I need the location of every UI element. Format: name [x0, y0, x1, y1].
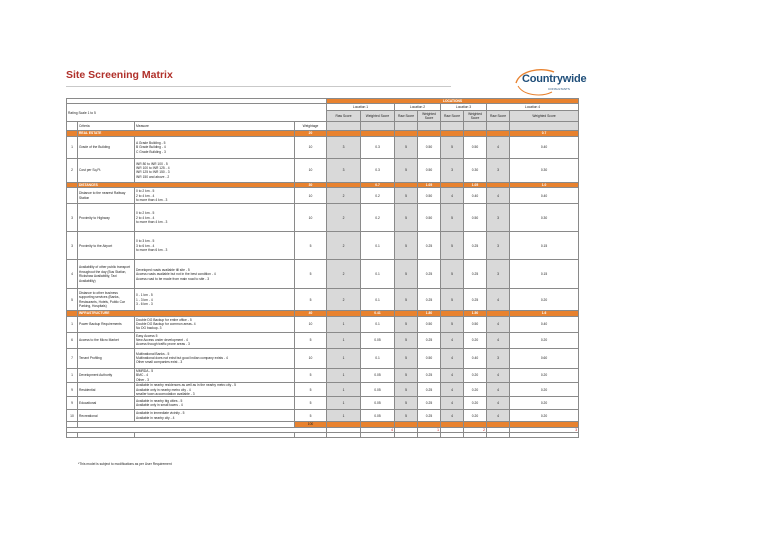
row-number: 5 — [67, 289, 78, 311]
raw-score-header: Raw Score — [327, 110, 361, 122]
raw-score: 3 — [487, 232, 510, 260]
weight-value: 5 — [295, 410, 327, 422]
weighted-score: 0.05 — [361, 397, 395, 410]
measure-text — [135, 316, 295, 332]
row-number: 3 — [67, 204, 78, 232]
table-cell — [510, 433, 579, 438]
column-header-row — [67, 122, 579, 131]
weighted-score: 0.50 — [418, 204, 441, 232]
criteria-row — [67, 383, 579, 397]
raw-score: 1 — [327, 410, 361, 422]
measure-line: Double DG Backup for entire office - 5 — [136, 317, 192, 322]
weighted-score: 0.30 — [510, 158, 579, 182]
measure-line: Available in nearby city - 4 — [136, 415, 175, 420]
raw-score: 5 — [441, 260, 464, 289]
measure-line: INR 125 to INR 150 - 3 — [136, 170, 170, 175]
row-number: 3 — [67, 232, 78, 260]
weighted-score: 0.05 — [361, 368, 395, 382]
weighted-score: 0.40 — [510, 316, 579, 332]
criteria-name: Availability of other public transport throughout the day (Bus Station, Rickshaw Availability, Taxi Availability) — [78, 260, 135, 289]
raw-score: 4 — [487, 316, 510, 332]
criteria-header: Criteria — [78, 122, 135, 131]
table-cell — [441, 433, 464, 438]
measure-line: No DG backup- 3 — [136, 326, 162, 331]
measure-line: Developed roads available till site - 5 — [136, 267, 190, 272]
raw-score: 3 — [327, 136, 361, 158]
weight-value: 5 — [295, 260, 327, 289]
weighted-score: 0.20 — [510, 383, 579, 397]
table-cell — [487, 122, 510, 131]
raw-score: 5 — [441, 289, 464, 311]
table-cell — [464, 433, 487, 438]
weighted-score: 0.1 — [361, 260, 395, 289]
measure-text — [135, 383, 295, 397]
table-cell — [135, 433, 295, 438]
logo-tagline: CONSULTANTS — [548, 87, 570, 91]
weighted-score: 0.25 — [464, 232, 487, 260]
company-logo — [512, 66, 622, 100]
weighted-score: 0.20 — [464, 332, 487, 348]
raw-score: 5 — [395, 260, 418, 289]
table-cell — [418, 122, 441, 131]
measure-line: A Grade Building - 5 — [136, 140, 166, 145]
raw-score: 1 — [327, 348, 361, 368]
raw-score: 2 — [327, 204, 361, 232]
row-number: 1 — [67, 368, 78, 382]
category-weight: 40 — [295, 311, 327, 316]
weighted-score: 0.2 — [361, 204, 395, 232]
raw-score: 3 — [487, 204, 510, 232]
raw-score: 5 — [395, 204, 418, 232]
title-divider — [66, 86, 451, 87]
measure-text — [135, 348, 295, 368]
raw-score: 5 — [395, 410, 418, 422]
weighted-score: 0.50 — [464, 136, 487, 158]
weighted-score: 0.50 — [464, 204, 487, 232]
measure-text — [135, 260, 295, 289]
weighted-score: 0.25 — [464, 260, 487, 289]
row-number: 10 — [67, 410, 78, 422]
measure-line: Double DG Backup for common areas- 4 — [136, 322, 196, 327]
measure-line: B Grade Building - 4 — [136, 145, 166, 150]
weighted-score: 0.25 — [418, 260, 441, 289]
weighted-score: 0.15 — [510, 232, 579, 260]
raw-score: 4 — [441, 383, 464, 397]
weighted-score: 0.1 — [361, 348, 395, 368]
category-total: 0.7 — [510, 131, 579, 136]
table-cell — [487, 433, 510, 438]
measure-line: Multinational does not exist but good Indian company exists - 4 — [136, 356, 228, 361]
raw-score: 4 — [487, 136, 510, 158]
measure-line: 1 - 3 km - 4 — [136, 297, 153, 302]
weight-value: 5 — [295, 397, 327, 410]
table-cell — [67, 122, 78, 131]
measure-line: Available only in small towns - 4 — [136, 403, 183, 408]
raw-score: 5 — [395, 188, 418, 204]
raw-score: 4 — [441, 368, 464, 382]
weighted-score: 0.20 — [464, 397, 487, 410]
weighted-score: 0.15 — [510, 260, 579, 289]
category-total: 0.41 — [361, 311, 395, 316]
weighted-score-header: Weighted Score — [418, 110, 441, 122]
raw-score: 3 — [487, 348, 510, 368]
measure-line: 3 - 6 km - 3 — [136, 302, 153, 307]
blank-row — [67, 433, 579, 438]
raw-score: 5 — [395, 348, 418, 368]
raw-score: 3 — [487, 158, 510, 182]
criteria-row — [67, 289, 579, 311]
measure-line: INR 150 and above - 2 — [136, 174, 170, 179]
measure-line: Other small companies exist - 3 — [136, 360, 183, 365]
weighted-score: 0.20 — [464, 410, 487, 422]
row-number: 7 — [67, 348, 78, 368]
raw-score: 4 — [441, 332, 464, 348]
measure-line: 0 - 1 km - 5 — [136, 293, 153, 298]
criteria-row — [67, 332, 579, 348]
raw-score: 2 — [327, 260, 361, 289]
weighted-score: 0.05 — [361, 383, 395, 397]
criteria-name: Proximity to the Airport — [78, 232, 135, 260]
screening-matrix-table — [66, 98, 579, 438]
raw-score: 3 — [327, 158, 361, 182]
weighted-score: 0.3 — [361, 158, 395, 182]
raw-score: 4 — [487, 289, 510, 311]
criteria-name: Tenant Profiling — [78, 348, 135, 368]
measure-line: INR 100 to INR 125 - 4 — [136, 165, 170, 170]
measure-line: to more than 6 km - 3 — [136, 248, 168, 253]
weighted-score: 0.50 — [464, 316, 487, 332]
weighted-score: 0.25 — [464, 289, 487, 311]
criteria-row — [67, 158, 579, 182]
table-cell — [395, 433, 418, 438]
category-total: 1.05 — [418, 182, 441, 187]
measure-line: C Grade Building - 3 — [136, 149, 166, 154]
measure-line: 0 to 3 km - 5 — [136, 239, 155, 244]
weighted-score: 0.20 — [510, 332, 579, 348]
criteria-name: Development Authority — [78, 368, 135, 382]
raw-score: 4 — [487, 410, 510, 422]
raw-score: 4 — [441, 188, 464, 204]
criteria-row — [67, 348, 579, 368]
location-4-header: Location 4 — [487, 104, 579, 110]
measure-line: BMC - 4 — [136, 373, 149, 378]
weight-value: 10 — [295, 204, 327, 232]
weighted-score-header: Weighted Score — [464, 110, 487, 122]
category-name: REAL ESTATE — [78, 131, 295, 136]
criteria-name: Grade of the Building — [78, 136, 135, 158]
measure-text — [135, 204, 295, 232]
table-cell — [395, 122, 418, 131]
measure-line: MMRDA - 5 — [136, 368, 154, 373]
weighted-score: 0.1 — [361, 316, 395, 332]
measure-line: to more than 4 km - 3 — [136, 220, 168, 225]
measure-text — [135, 158, 295, 182]
raw-score: 1 — [327, 383, 361, 397]
measure-line: 2 to 4 km - 4 — [136, 193, 155, 198]
total-weight: 100 — [295, 422, 327, 427]
row-number: 1 — [67, 136, 78, 158]
table-cell — [510, 122, 579, 131]
weighted-score: 0.25 — [418, 410, 441, 422]
table-cell — [464, 122, 487, 131]
weighted-score: 0.2 — [361, 188, 395, 204]
weighted-score: 0.3 — [361, 136, 395, 158]
raw-score-header: Raw Score — [441, 110, 464, 122]
raw-score: 1 — [327, 316, 361, 332]
weighted-score: 0.25 — [418, 232, 441, 260]
criteria-row — [67, 188, 579, 204]
measure-line: to more than 4 km - 3 — [136, 198, 168, 203]
weighted-score: 0.25 — [418, 397, 441, 410]
criteria-row — [67, 136, 579, 158]
weighted-score-header: Weighted Score — [510, 110, 579, 122]
table-cell — [327, 122, 361, 131]
category-weight: 30 — [295, 182, 327, 187]
raw-score: 2 — [327, 232, 361, 260]
weighted-score: 0.20 — [464, 383, 487, 397]
criteria-row — [67, 232, 579, 260]
raw-score-header: Raw Score — [487, 110, 510, 122]
raw-score: 5 — [395, 383, 418, 397]
measure-line: Available in immediate vicinity - 5 — [136, 411, 185, 416]
weighted-score: 0.20 — [510, 289, 579, 311]
raw-score-header: Raw Score — [395, 110, 418, 122]
raw-score: 4 — [441, 410, 464, 422]
criteria-name: Educational — [78, 397, 135, 410]
weight-value: 5 — [295, 289, 327, 311]
weighted-score: 0.20 — [510, 397, 579, 410]
footnote: *This model is subject to modifications as per User Requirement — [78, 462, 172, 466]
weight-value: 10 — [295, 188, 327, 204]
measure-line: Easy Access 5 — [136, 333, 158, 338]
raw-score: 1 — [327, 332, 361, 348]
weighted-score: 0.60 — [510, 348, 579, 368]
criteria-name: Distance to other business supporting services (Banks, Restaurants, Hotels, Public Car Parking, Hospitals) — [78, 289, 135, 311]
weight-value: 10 — [295, 316, 327, 332]
weighted-score: 0.30 — [464, 158, 487, 182]
table-cell — [295, 433, 327, 438]
raw-score: 4 — [487, 383, 510, 397]
raw-score: 5 — [395, 158, 418, 182]
raw-score: 4 — [487, 188, 510, 204]
measure-line: Other - 3 — [136, 377, 150, 382]
weighted-score: 0.05 — [361, 332, 395, 348]
measure-text — [135, 332, 295, 348]
weighted-score: 0.20 — [510, 368, 579, 382]
raw-score: 5 — [395, 368, 418, 382]
weighted-score: 0.25 — [418, 332, 441, 348]
criteria-row — [67, 316, 579, 332]
measure-text — [135, 289, 295, 311]
measure-text — [135, 368, 295, 382]
logo-wordmark: Countrywide — [522, 73, 587, 85]
weighted-score: 0.25 — [418, 383, 441, 397]
row-number: 1 — [67, 316, 78, 332]
measure-line: INR 80 to INR 100 - 5 — [136, 161, 168, 166]
table-cell — [361, 433, 395, 438]
criteria-name: Recreational — [78, 410, 135, 422]
category-total: 1.05 — [464, 182, 487, 187]
raw-score: 5 — [395, 316, 418, 332]
table-cell — [361, 122, 395, 131]
raw-score: 5 — [441, 204, 464, 232]
raw-score: 3 — [441, 158, 464, 182]
measure-line: Access road to be made from main road to site - 3 — [136, 276, 210, 281]
measure-line: smaller town accomodation available - 3 — [136, 391, 195, 396]
weight-value: 10 — [295, 136, 327, 158]
measure-text — [135, 188, 295, 204]
weighted-score: 0.40 — [510, 136, 579, 158]
measure-line: New Access under development - 4 — [136, 338, 188, 343]
weighted-score: 0.40 — [464, 348, 487, 368]
raw-score: 2 — [327, 289, 361, 311]
table-cell — [418, 433, 441, 438]
weight-value: 5 — [295, 232, 327, 260]
measure-line: Access though traffic prone areas - 3 — [136, 342, 190, 347]
criteria-name: Residential — [78, 383, 135, 397]
rank-mark: 4 — [361, 427, 395, 432]
weighted-score: 0.05 — [361, 410, 395, 422]
raw-score: 1 — [327, 397, 361, 410]
weight-value: 5 — [295, 368, 327, 382]
criteria-name: Cost per Sq.Ft. — [78, 158, 135, 182]
measure-line: Multinational Banks - 5 — [136, 351, 170, 356]
weighted-score: 0.20 — [510, 410, 579, 422]
weighted-score: 0.30 — [510, 204, 579, 232]
location-3-header: Location 3 — [441, 104, 487, 110]
criteria-name: Distance to the nearest Railway Station — [78, 188, 135, 204]
weighted-score: 0.20 — [464, 368, 487, 382]
raw-score: 5 — [441, 136, 464, 158]
rank-mark: 1 — [418, 427, 441, 432]
weightage-header: Weightage — [295, 122, 327, 131]
location-2-header: Location 2 — [395, 104, 441, 110]
table-cell — [78, 433, 135, 438]
criteria-row — [67, 368, 579, 382]
raw-score: 2 — [327, 188, 361, 204]
weighted-score: 0.50 — [418, 348, 441, 368]
measure-text — [135, 136, 295, 158]
raw-score: 5 — [395, 332, 418, 348]
weight-value: 5 — [295, 332, 327, 348]
row-number — [67, 188, 78, 204]
rank-mark: 3 — [510, 427, 579, 432]
raw-score: 5 — [395, 397, 418, 410]
locations-label: LOCATIONS — [327, 99, 579, 104]
location-1-header: Location 1 — [327, 104, 395, 110]
raw-score: 5 — [395, 289, 418, 311]
criteria-name: Proximity to Highway — [78, 204, 135, 232]
raw-score: 5 — [441, 232, 464, 260]
criteria-row — [67, 397, 579, 410]
category-total: 0.7 — [361, 182, 395, 187]
category-total: 1.50 — [464, 311, 487, 316]
measure-text — [135, 232, 295, 260]
weighted-score: 0.50 — [418, 316, 441, 332]
table-cell — [441, 122, 464, 131]
criteria-row — [67, 204, 579, 232]
row-number: 2 — [67, 158, 78, 182]
criteria-row — [67, 260, 579, 289]
weighted-score: 0.50 — [418, 136, 441, 158]
criteria-name: Access to the Micro Market — [78, 332, 135, 348]
weighted-score: 0.40 — [510, 188, 579, 204]
measure-header: Measure — [135, 122, 295, 131]
raw-score: 1 — [327, 368, 361, 382]
weighted-score: 0.1 — [361, 289, 395, 311]
criteria-row — [67, 410, 579, 422]
table-cell — [67, 433, 78, 438]
weighted-score-header: Weighted Score — [361, 110, 395, 122]
weight-value: 10 — [295, 348, 327, 368]
weighted-score: 0.40 — [464, 188, 487, 204]
raw-score: 5 — [441, 316, 464, 332]
measure-line: Available in nearby residences as well as in the nearby metro city - 5 — [136, 383, 236, 388]
raw-score: 4 — [487, 332, 510, 348]
raw-score: 5 — [395, 232, 418, 260]
weighted-score: 0.25 — [418, 368, 441, 382]
row-number: 4 — [67, 260, 78, 289]
weight-value: 10 — [295, 158, 327, 182]
row-number: 6 — [67, 332, 78, 348]
weighted-score: 0.25 — [418, 289, 441, 311]
measure-line: Available only in nearby metro city - 4 — [136, 387, 191, 392]
category-name: DISTANCES — [78, 182, 295, 187]
measure-text — [135, 397, 295, 410]
category-weight: 20 — [295, 131, 327, 136]
category-total: 1.0 — [510, 182, 579, 187]
category-total: 1.80 — [418, 311, 441, 316]
weight-value: 5 — [295, 383, 327, 397]
rank-mark: 2 — [464, 427, 487, 432]
measure-text — [135, 410, 295, 422]
category-total: 1.6 — [510, 311, 579, 316]
table-cell — [327, 433, 361, 438]
row-number: 9 — [67, 397, 78, 410]
raw-score: 4 — [487, 368, 510, 382]
raw-score: 3 — [487, 260, 510, 289]
raw-score: 4 — [441, 397, 464, 410]
category-name: INFRASTRUCTURE — [78, 311, 295, 316]
criteria-name: Power Backup Requirements — [78, 316, 135, 332]
raw-score: 4 — [487, 397, 510, 410]
row-number: 9 — [67, 383, 78, 397]
page-title: Site Screening Matrix — [66, 69, 173, 81]
measure-line: Access roads available but not in the best condition - 4 — [136, 272, 216, 277]
measure-line: 3 to 6 km - 4 — [136, 243, 155, 248]
weighted-score: 0.1 — [361, 232, 395, 260]
raw-score: 4 — [441, 348, 464, 368]
measure-line: 2 to 4 km - 4 — [136, 215, 155, 220]
measure-line: 0 to 2 km - 5 — [136, 189, 155, 194]
weighted-score: 0.50 — [418, 188, 441, 204]
measure-line: Available in nearby big cities - 5 — [136, 398, 183, 403]
rating-scale: Rating Scale 1 to 5 — [67, 104, 327, 122]
weighted-score: 0.50 — [418, 158, 441, 182]
measure-line: 0 to 2 km - 5 — [136, 211, 155, 216]
raw-score: 5 — [395, 136, 418, 158]
